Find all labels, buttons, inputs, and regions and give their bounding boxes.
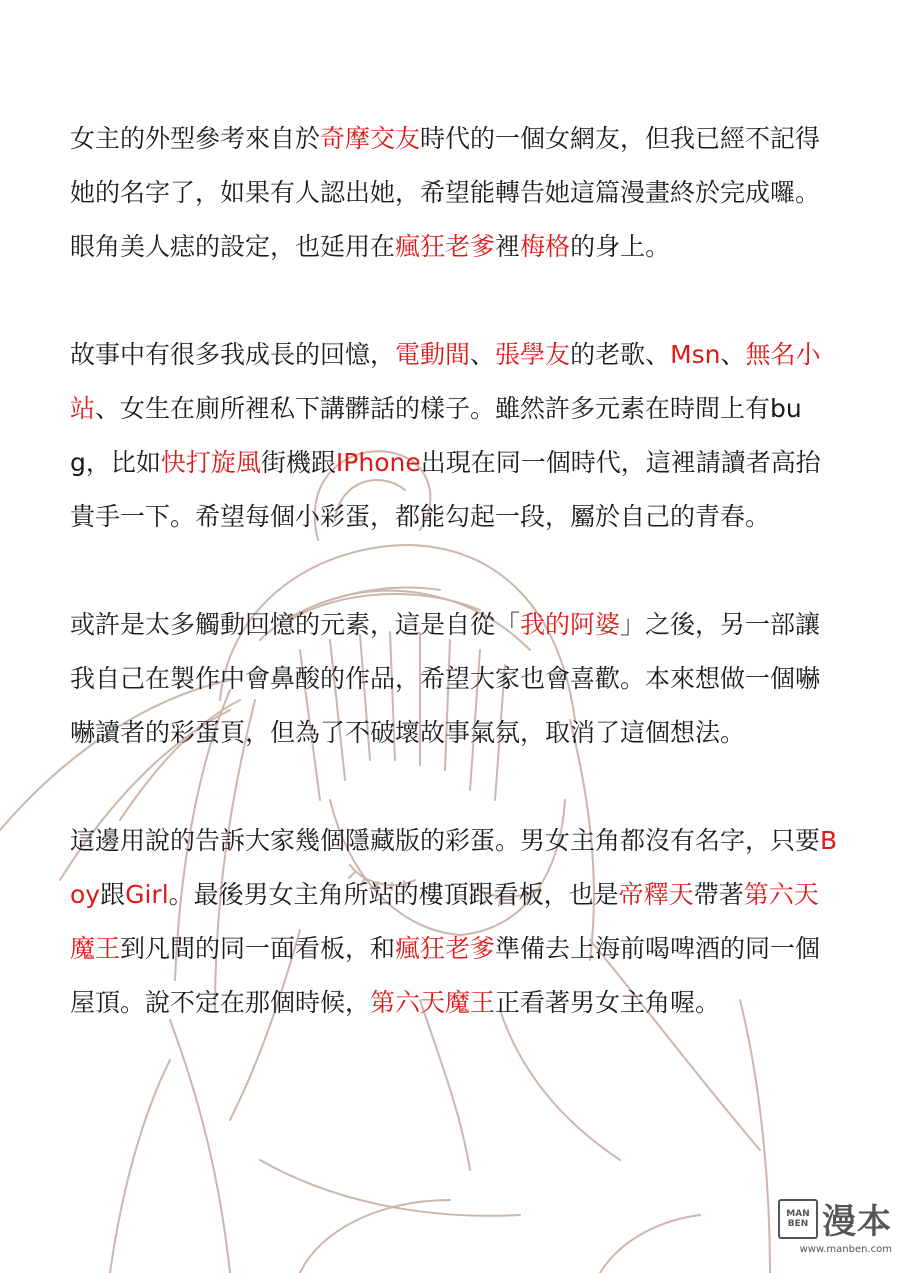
manben-url: www.manben.com (799, 1244, 892, 1255)
highlighted-term: 快打旋風 (160, 448, 261, 477)
text-segment: 帶著 (693, 880, 744, 909)
highlighted-term: 帝釋天 (618, 880, 694, 909)
highlighted-term: 瘋狂老爹 (395, 232, 496, 261)
text-segment: 故事中有很多我成長的回憶， (70, 340, 396, 369)
text-segment: 或許是太多觸動回憶的元素，這是自從「 (70, 610, 521, 639)
highlighted-term: 第六天魔王 (70, 880, 819, 963)
afterword-text (70, 112, 838, 1084)
text-segment: 」之後，另一部讓我自己在製作中會鼻酸的作品，希望大家也會喜歡。本來想做一個嚇嚇讀者的彩蛋頁，但為了不破壞故事氣氛，取消了這個想法。 (70, 610, 821, 747)
highlighted-term: 我的阿婆 (520, 610, 621, 639)
text-segment: 街機跟 (260, 448, 336, 477)
text-segment: 女主的外型參考來自於 (70, 124, 321, 153)
highlighted-term: 瘋狂老爹 (395, 934, 496, 963)
highlighted-term: 電動間 (395, 340, 471, 369)
text-segment: 跟 (100, 880, 126, 909)
highlighted-term: IPhone (335, 448, 421, 477)
text-segment: 到凡間的同一面看板，和 (120, 934, 396, 963)
text-segment: 、女生在廁所裡私下講髒話的樣子。雖然許多元素在時間上有bug，比如 (70, 394, 802, 477)
text-segment: 。最後男女主角所站的樓頂跟看板，也是 (168, 880, 619, 909)
text-segment: 準備去上海前喝啤酒的同一個屋頂。說不定在那個時候， (70, 934, 821, 1017)
paragraph-3 (70, 598, 838, 760)
manben-logo-box: MAN BEN (778, 1199, 818, 1239)
highlighted-term: 奇摩交友 (320, 124, 421, 153)
text-segment: 正看著男女主角喔。 (495, 988, 721, 1017)
paragraph-2 (70, 328, 838, 544)
paragraph-4 (70, 814, 838, 1030)
highlighted-term: Boy (70, 826, 838, 909)
highlighted-term: 張學友 (495, 340, 571, 369)
text-segment: 時代的一個女網友，但我已經不記得她的名字了，如果有人認出她，希望能轉告她這篇漫畫終於完成囉。眼角美人痣的設定，也延用在 (70, 124, 821, 261)
text-segment: 的身上。 (570, 232, 671, 261)
highlighted-term: Girl (125, 880, 169, 909)
text-segment: 、 (720, 340, 746, 369)
highlighted-term: 無名小站 (70, 340, 821, 423)
text-segment: 的老歌、 (570, 340, 671, 369)
text-segment: 、 (470, 340, 496, 369)
text-segment: 這邊用說的告訴大家幾個隱藏版的彩蛋。男女主角都沒有名字，只要 (70, 826, 821, 855)
paragraph-1 (70, 112, 838, 274)
manben-watermark (778, 1194, 892, 1255)
highlighted-term: 梅格 (520, 232, 571, 261)
highlighted-term: 第六天魔王 (370, 988, 496, 1017)
text-segment: 裡 (495, 232, 521, 261)
highlighted-term: Msn (670, 340, 721, 369)
manben-logo-text: 漫本 (822, 1202, 892, 1242)
text-segment: 出現在同一個時代，這裡請讀者高抬貴手一下。希望每個小彩蛋，都能勾起一段，屬於自己的青春。 (70, 448, 821, 531)
